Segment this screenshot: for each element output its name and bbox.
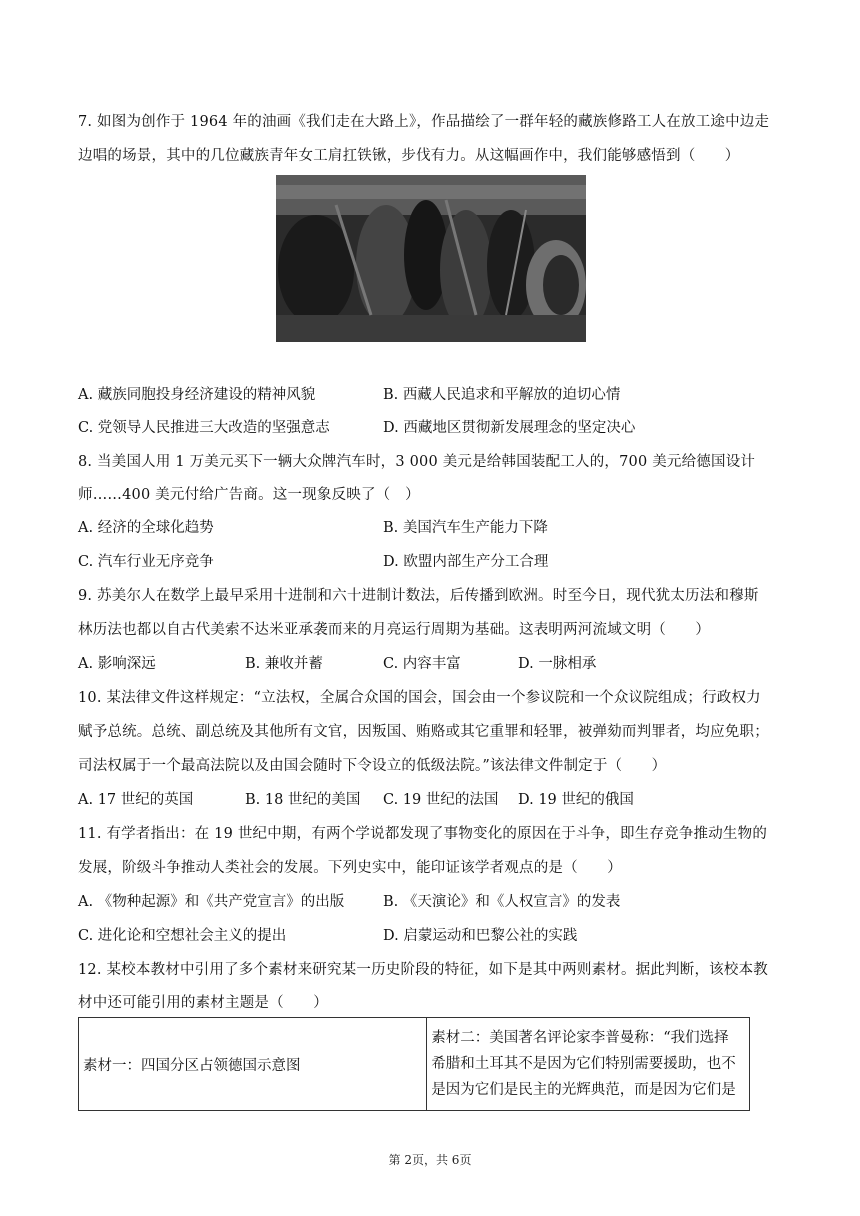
- material-two-cell: [427, 1018, 750, 1111]
- q8-option-b: B. 美国汽车生产能力下降: [383, 520, 548, 536]
- q7-option-a: A. 藏族同胞投身经济建设的精神风貌: [78, 387, 316, 403]
- oil-painting-image: [276, 175, 586, 342]
- q12-stem-line2: 材中还可能引用的素材主题是（ ）: [78, 995, 328, 1011]
- q9-option-d: D. 一脉相承: [518, 656, 597, 672]
- q10-option-c: C. 19 世纪的法国: [383, 792, 499, 808]
- q7-stem-line1: 7. 如图为创作于 1964 年的油画《我们走在大路上》，作品描绘了一群年轻的藏族修路工人在放工途中边走: [78, 114, 770, 130]
- q9-stem-line1: 9. 苏美尔人在数学上最早采用十进制和六十进制计数法，后传播到欧洲。时至今日，现代犹太历法和穆斯: [78, 588, 759, 604]
- material-one-cell: [79, 1018, 427, 1111]
- q8-option-c: C. 汽车行业无序竞争: [78, 554, 214, 570]
- q8-option-d: D. 欧盟内部生产分工合理: [383, 554, 549, 570]
- q9-option-b: B. 兼收并蓄: [245, 656, 323, 672]
- q9-option-a: A. 影响深远: [78, 656, 156, 672]
- q12-stem-line1: 12. 某校本教材中引用了多个素材来研究某一历史阶段的特征，如下是其中两则素材。据此判断，该校本教: [78, 962, 768, 978]
- page-number-footer: 第 2页，共 6页: [388, 1153, 472, 1167]
- q7-option-d: D. 西藏地区贯彻新发展理念的坚定决心: [383, 420, 636, 436]
- q10-option-d: D. 19 世纪的俄国: [518, 792, 634, 808]
- q11-stem-line2: 发展，阶级斗争推动人类社会的发展。下列史实中，能印证该学者观点的是（ ）: [78, 860, 622, 876]
- q11-option-a: A. 《物种起源》和《共产党宣言》的出版: [78, 894, 345, 910]
- q9-option-c: C. 内容丰富: [383, 656, 461, 672]
- q10-stem-line1: 10. 某法律文件这样规定：“立法权，全属合众国的国会，国会由一个参议院和一个众议院组成；行政权力: [78, 690, 761, 706]
- material-two-line3: 是因为它们是民主的光辉典范，而是因为它们是: [431, 1082, 736, 1098]
- q7-option-b: B. 西藏人民追求和平解放的迫切心情: [383, 387, 621, 403]
- q10-stem-line3: 司法权属于一个最高法院以及由国会随时下令设立的低级法院。”该法律文件制定于（ ）: [78, 758, 667, 774]
- q8-option-a: A. 经济的全球化趋势: [78, 520, 214, 536]
- q7-option-c: C. 党领导人民推进三大改造的坚强意志: [78, 420, 330, 436]
- material-table: [78, 1017, 750, 1111]
- q9-stem-line2: 林历法也都以自古代美索不达米亚承袭而来的月亮运行周期为基础。这表明两河流域文明（ ）: [78, 622, 711, 638]
- q7-stem-line2: 边唱的场景，其中的几位藏族青年女工肩扛铁锹，步伐有力。从这幅画作中，我们能够感悟到（ ）: [78, 148, 740, 164]
- q11-option-b: B. 《天演论》和《人权宣言》的发表: [383, 894, 621, 910]
- painting-illustration: [276, 175, 586, 342]
- material-two-line2: 希腊和土耳其不是因为它们特别需要援助，也不: [431, 1056, 736, 1072]
- material-one-text: 素材一：四国分区占领德国示意图: [83, 1057, 301, 1074]
- material-row: [79, 1018, 750, 1111]
- material-two-line1: 素材二：美国著名评论家李普曼称：“我们选择: [431, 1030, 729, 1046]
- q11-option-d: D. 启蒙运动和巴黎公社的实践: [383, 928, 578, 944]
- q10-option-b: B. 18 世纪的美国: [245, 792, 361, 808]
- q10-option-a: A. 17 世纪的英国: [78, 792, 194, 808]
- q10-stem-line2: 赋予总统。总统、副总统及其他所有文官，因叛国、贿赂或其它重罪和轻罪，被弹劾而判罪者，均应免职；: [78, 724, 769, 740]
- q11-stem-line1: 11. 有学者指出：在 19 世纪中期，有两个学说都发现了事物变化的原因在于斗争，即生存竞争推动生物的: [78, 826, 768, 842]
- q8-stem-line1: 8. 当美国人用 1 万美元买下一辆大众牌汽车时，3 000 美元是给韩国装配工人的，700 美元给德国设计: [78, 454, 756, 470]
- q11-option-c: C. 进化论和空想社会主义的提出: [78, 928, 287, 944]
- q8-stem-line2: 师……400 美元付给广告商。这一现象反映了（ ）: [78, 487, 420, 503]
